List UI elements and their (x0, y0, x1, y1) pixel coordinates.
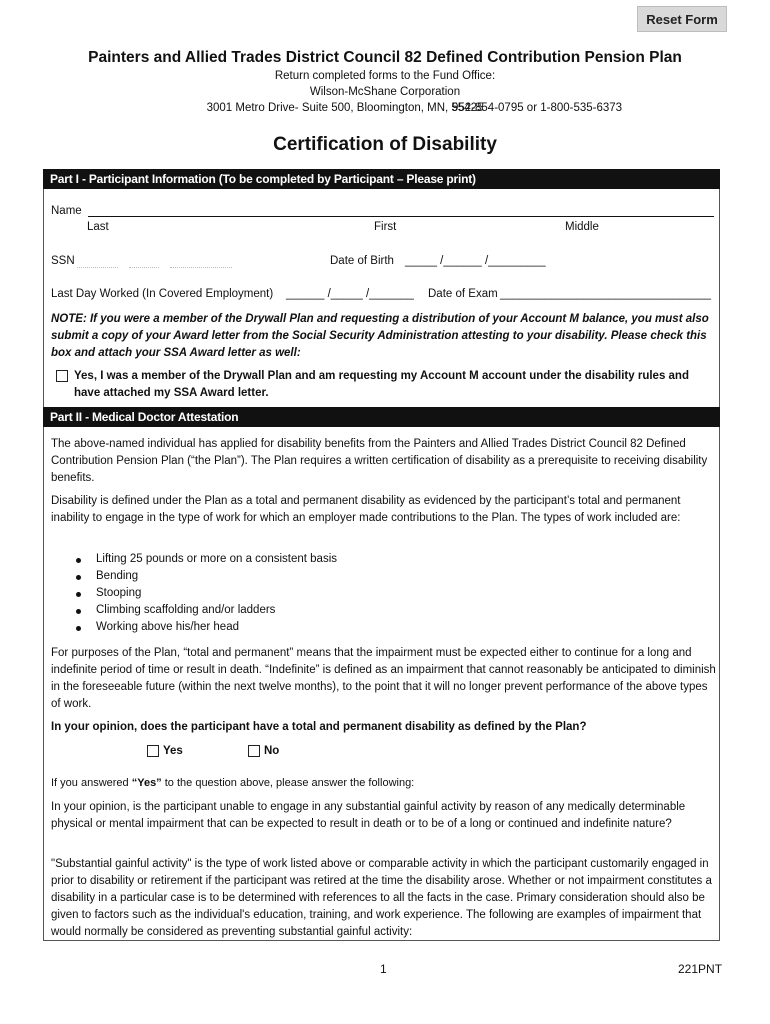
no-label: No (264, 745, 280, 757)
part2-intro-paragraph: The above-named individual has applied for disability benefits from the Painters and Allied Trades District Council 82 Defined Contribution Pension Plan (“the Plan”). The Plan requires a written certification of disability as a prerequisite to receiving disability benefits. (51, 438, 708, 484)
first-name-label: First (374, 221, 397, 233)
date-of-exam-label: Date of Exam (428, 288, 498, 300)
bullet (76, 626, 81, 631)
ssn-field-3[interactable] (170, 267, 232, 268)
dob-label: Date of Birth (330, 255, 394, 267)
part2-heading: Part II - Medical Doctor Attestation (43, 407, 720, 427)
reset-form-button[interactable]: Reset Form (637, 6, 727, 32)
bullet (76, 558, 81, 563)
yes-label: Yes (163, 745, 183, 757)
if-yes-instruction: If you answered “Yes” to the question above, please answer the following: (51, 777, 415, 789)
substantial-activity-question: In your opinion, is the participant unable to engage in any substantial gainful activity by reason of any medically determinable physical or mental impairment that can be expected to result in death or to be of a long or continued and indefinite nature? (51, 801, 686, 830)
date-of-exam-field[interactable]: _________________________________ (500, 288, 712, 300)
work-type-item: Working above his/her head (96, 621, 239, 633)
ssn-field-2[interactable] (129, 267, 159, 268)
disability-question: In your opinion, does the participant have a total and permanent disability as defined by the Plan? (51, 721, 587, 733)
name-label: Name (51, 205, 82, 217)
last-day-worked-field[interactable]: ______ /_____ /_______ (286, 288, 414, 300)
drywall-checkbox-label: Yes, I was a member of the Drywall Plan and am requesting my Account M account under the disability rules and have attached my SSA Award letter. (74, 370, 689, 399)
name-field[interactable] (88, 216, 714, 217)
part1-heading: Part I - Participant Information (To be completed by Participant – Please print) (43, 169, 720, 189)
middle-name-label: Middle (565, 221, 599, 233)
return-instructions: Return completed forms to the Fund Office: (274, 70, 496, 82)
work-type-item: Climbing scaffolding and/or ladders (96, 604, 276, 616)
drywall-note: NOTE: If you were a member of the Drywall Plan and requesting a distribution of your Account M balance, you must also submit a copy of your Award letter from the Social Security Administration attesting to your disability. Please check this box and attach your SSA Award letter as well: (51, 313, 709, 359)
form-code: 221PNT (678, 962, 723, 976)
bullet (76, 592, 81, 597)
drywall-checkbox[interactable] (56, 370, 68, 382)
ssn-field-1[interactable] (77, 267, 118, 268)
ssn-label: SSN (51, 255, 75, 267)
no-checkbox[interactable] (248, 745, 260, 757)
work-type-item: Lifting 25 pounds or more on a consistent basis (96, 553, 338, 565)
fund-office-address: 3001 Metro Drive- Suite 500, Bloomington, MN, 55425 (206, 102, 484, 114)
bullet (76, 609, 81, 614)
fund-office-name: Wilson-McShane Corporation (309, 86, 461, 98)
yes-checkbox[interactable] (147, 745, 159, 757)
total-permanent-paragraph: For purposes of the Plan, “total and permanent” means that the impairment must be expected either to continue for a long and indefinite period of time or result in death. “Indefinite” is defined as an impairment that cannot reasonably be anticipated to diminish in the foreseeable future (within the next twelve months), to the point that it will no longer prevent performance of the above types of work. (51, 647, 716, 710)
last-day-worked-label: Last Day Worked (In Covered Employment) (51, 288, 274, 300)
substantial-activity-definition: "Substantial gainful activity" is the type of work listed above or comparable activity in which the participant customarily engaged in prior to disability or retirement if the participant was retired at the time the disability arose. Whether or not impairment constitutes a disability in a particular case is to be determined with references to all the facts in the case. Primary consideration should also be given to factors such as the individual's education, training, and work experience. The following are examples of impairment that would normally be considered as preventing substantial gainful activity: (51, 858, 712, 938)
work-type-item: Bending (96, 570, 139, 582)
work-type-item: Stooping (96, 587, 142, 599)
dob-field[interactable]: _____ /______ /_________ (405, 255, 546, 267)
form-title: Certification of Disability (273, 134, 497, 155)
plan-title: Painters and Allied Trades District Council 82 Defined Contribution Pension Plan (88, 49, 682, 66)
fund-office-phone: 952-854-0795 or 1-800-535-6373 (452, 102, 623, 114)
last-name-label: Last (87, 221, 109, 233)
bullet (76, 575, 81, 580)
page-number: 1 (380, 962, 387, 976)
disability-definition-paragraph: Disability is defined under the Plan as a total and permanent disability as evidenced by the participant’s total and permanent inability to engage in the type of work for which an employer made contributions to the Plan. The types of work included are: (51, 495, 681, 524)
